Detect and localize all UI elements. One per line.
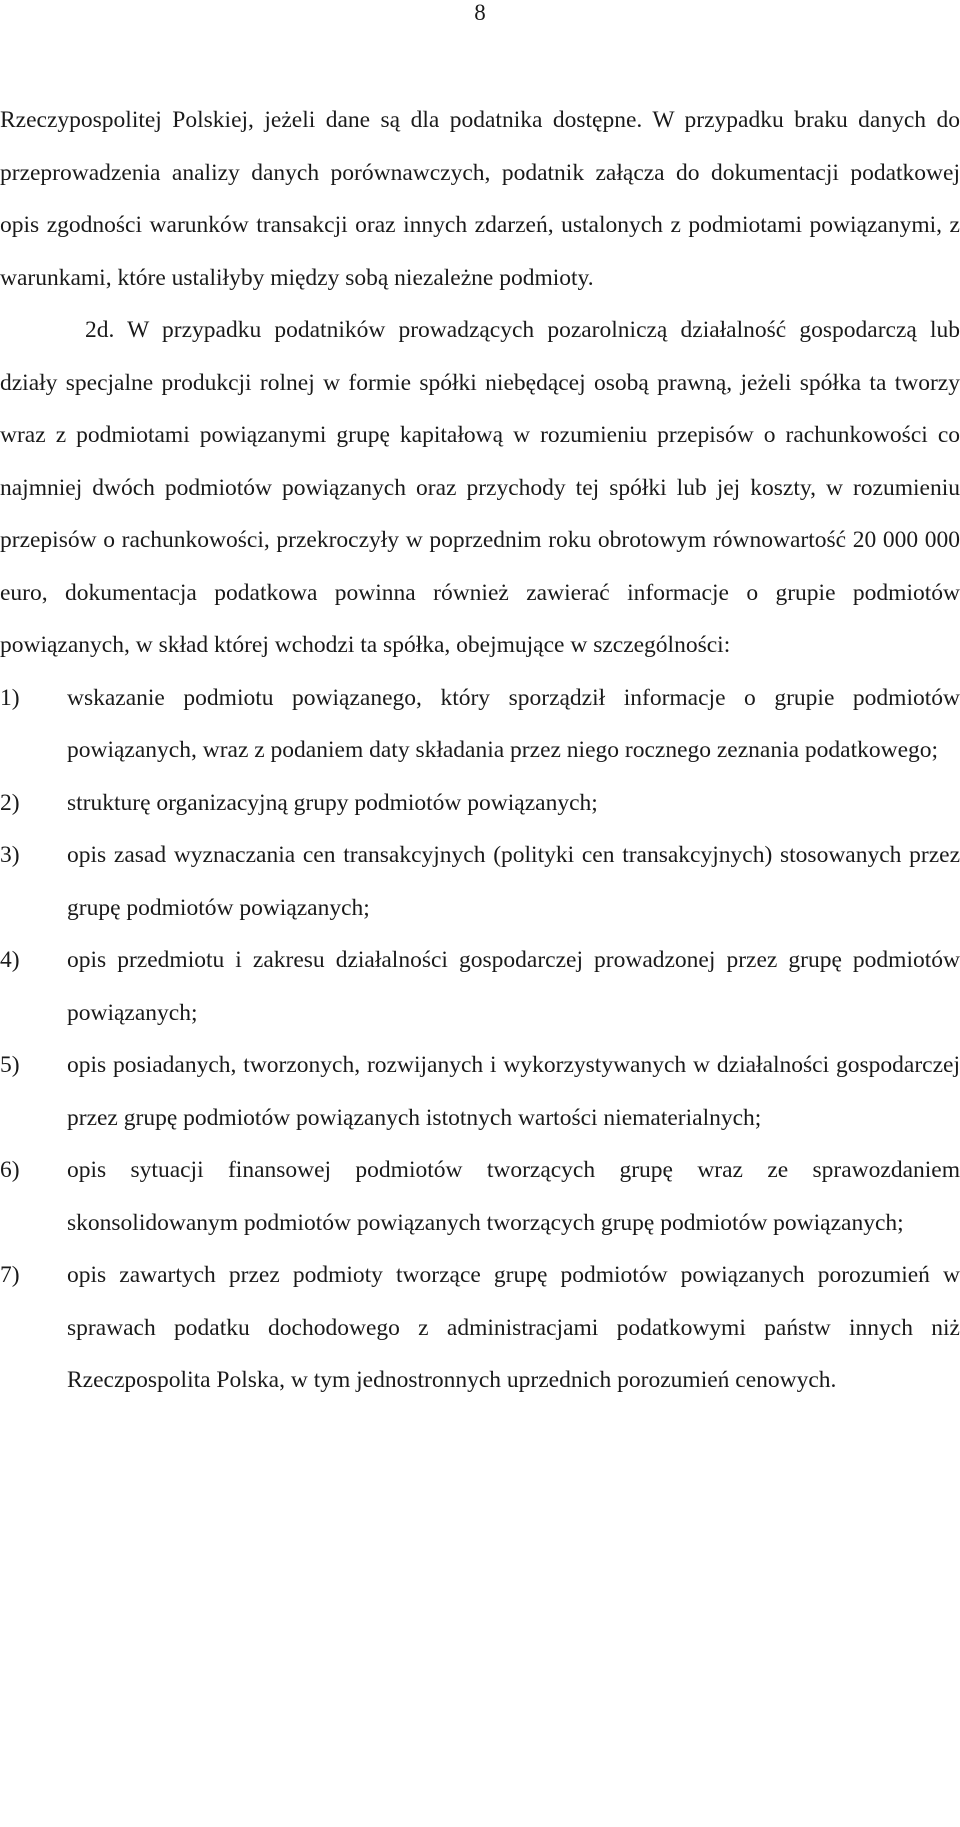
list-item-text: opis przedmiotu i zakresu działalności gospodarczej prowadzonej przez grupę podmiotów powiązanych; xyxy=(67,947,960,1026)
list-item-number: 7) xyxy=(0,1262,20,1288)
list-item xyxy=(0,1249,960,1407)
document-body xyxy=(0,94,960,1407)
list-item xyxy=(0,1039,960,1144)
list-item-text: opis zasad wyznaczania cen transakcyjnych (polityki cen transakcyjnych) stosowanych przez grupę podmiotów powiązanych; xyxy=(67,842,960,921)
enumerated-list xyxy=(0,672,960,1407)
list-item xyxy=(0,829,960,934)
list-item-number: 5) xyxy=(0,1052,20,1078)
paragraph-2d: 2d. W przypadku podatników prowadzących pozarolniczą działalność gospodarczą lub działy specjalne produkcji rolnej w formie spółki niebędącej osobą prawną, jeżeli spółka ta tworzy wraz z podmiotami powiązanymi grupę kapitałową w rozumieniu przepisów o rachunkowości co najmniej dwóch podmiotów powiązanych oraz przychody tej spółki lub jej koszty, w rozumieniu przepisów o rachunkowości, przekroczyły w poprzednim roku obrotowym równowartość 20 000 000 euro, dokumentacja podatkowa powinna również zawierać informacje o grupie podmiotów powiązanych, w skład której wchodzi ta spółka, obejmujące w szczególności: xyxy=(0,317,960,658)
paragraph-continuation: Rzeczypospolitej Polskiej, jeżeli dane są dla podatnika dostępne. W przypadku braku danych do przeprowadzenia analizy danych porównawczych, podatnik załącza do dokumentacji podatkowej opis zgodności warunków transakcji oraz innych zdarzeń, ustalonych z podmiotami powiązanymi, z warunkami, które ustaliłyby między sobą niezależne podmioty. xyxy=(0,107,960,291)
list-item-text: strukturę organizacyjną grupy podmiotów powiązanych; xyxy=(67,789,598,816)
list-item xyxy=(0,934,960,1039)
list-item xyxy=(0,1144,960,1249)
list-item-text: wskazanie podmiotu powiązanego, który sporządził informacje o grupie podmiotów powiązanych, wraz z podaniem daty składania przez niego rocznego zeznania podatkowego; xyxy=(67,684,960,763)
list-item-number: 4) xyxy=(0,947,20,973)
list-item-text: opis zawartych przez podmioty tworzące grupę podmiotów powiązanych porozumień w sprawach podatku dochodowego z administracjami podatkowymi państw innych niż Rzeczpospolita Polska, w tym jednostronnych uprzednich porozumień cenowych. xyxy=(67,1262,960,1393)
list-item-number: 3) xyxy=(0,842,20,868)
list-item-text: opis posiadanych, tworzonych, rozwijanych i wykorzystywanych w działalności gospodarczej przez grupę podmiotów powiązanych istotnych wartości niematerialnych; xyxy=(67,1052,960,1131)
list-item-number: 6) xyxy=(0,1157,20,1183)
list-item xyxy=(0,777,960,830)
page-number: 8 xyxy=(474,0,486,25)
list-item xyxy=(0,672,960,777)
list-item-text: opis sytuacji finansowej podmiotów tworzących grupę wraz ze sprawozdaniem skonsolidowanym podmiotów powiązanych tworzących grupę podmiotów powiązanych; xyxy=(67,1157,960,1236)
list-item-number: 1) xyxy=(0,684,20,711)
list-item-number: 2) xyxy=(0,789,20,816)
